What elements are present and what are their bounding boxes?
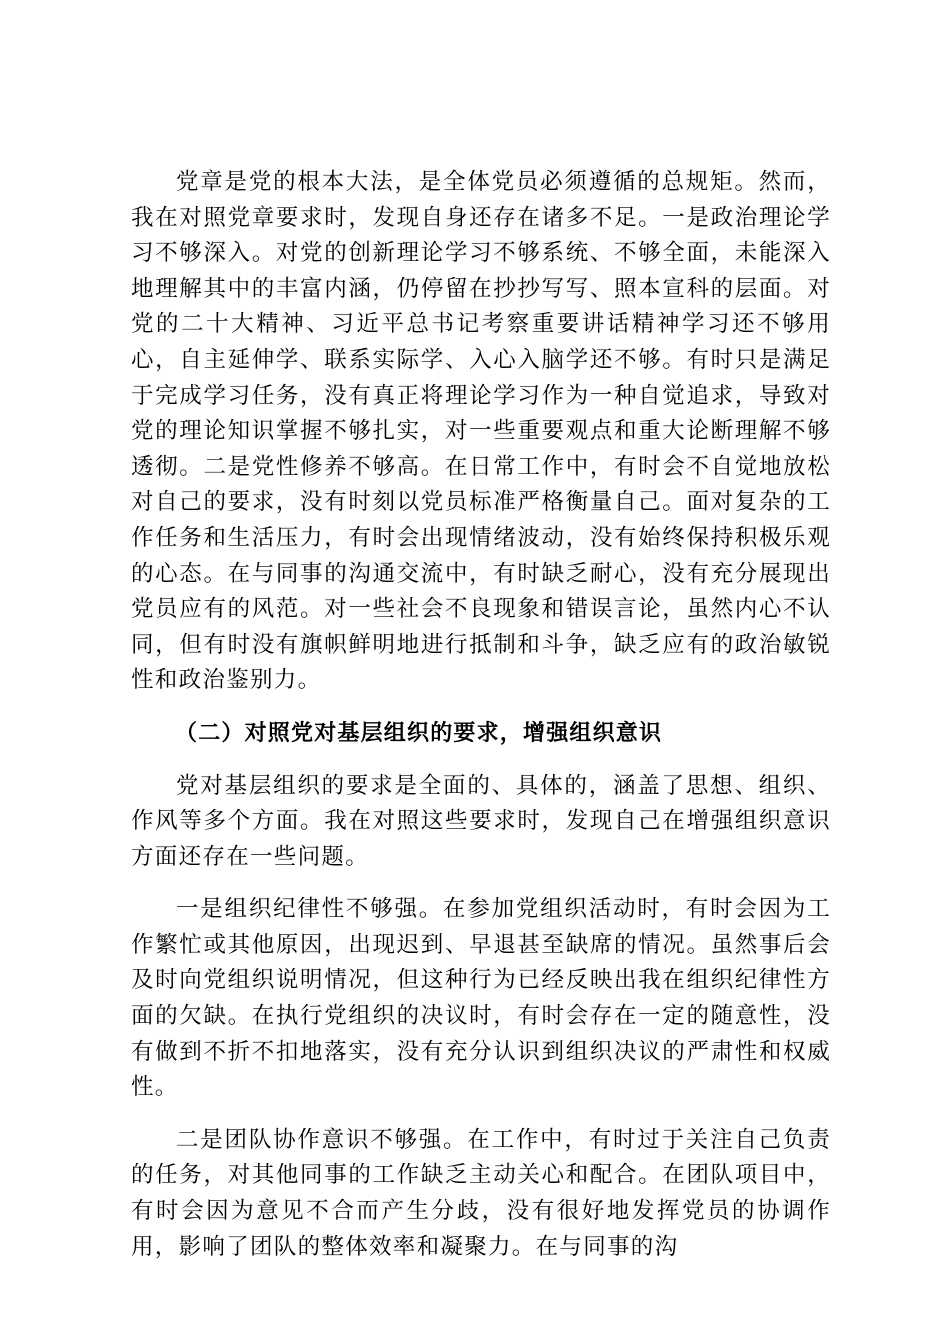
document-page — [131, 165, 831, 1265]
paragraph-party-constitution: 党章是党的根本大法，是全体党员必须遵循的总规矩。然而，我在对照党章要求时，发现自身还存在诸多不足。一是政治理论学习不够深入。对党的创新理论学习不够系统、不够全面，未能深入地理解其中的丰富内涵，仍停留在抄抄写写、照本宣科的层面。对党的二十大精神、习近平总书记考察重要讲话精神学习还不够用心，自主延伸学、联系实际学、入心入脑学还不够。有时只是满足于完成学习任务，没有真正将理论学习作为一种自觉追求，导致对党的理论知识掌握不够扎实，对一些重要观点和重大论断理解不够透彻。二是党性修养不够高。在日常工作中，有时会不自觉地放松对自己的要求，没有时刻以党员标准严格衡量自己。面对复杂的工作任务和生活压力，有时会出现情绪波动，没有始终保持积极乐观的心态。在与同事的沟通交流中，有时缺乏耐心，没有充分展现出党员应有的风范。对一些社会不良现象和错误言论，虽然内心不认同，但有时没有旗帜鲜明地进行抵制和斗争，缺乏应有的政治敏锐性和政治鉴别力。 — [131, 169, 831, 694]
paragraph-spacer — [131, 752, 831, 769]
paragraph-spacer — [131, 875, 831, 892]
paragraph-teamwork: 二是团队协作意识不够强。在工作中，有时过于关注自己负责的任务，对其他同事的工作缺乏主动关心和配合。在团队项目中，有时会因为意见不合而产生分歧，没有很好地发挥党员的协调作用，影响了团队的整体效率和凝聚力。在与同事的沟 — [131, 1126, 831, 1260]
paragraph-spacer — [131, 699, 831, 716]
section-heading: （二）对照党对基层组织的要求，增强组织意识 — [175, 720, 663, 746]
paragraph-organizational-discipline: 一是组织纪律性不够强。在参加党组织活动时，有时会因为工作繁忙或其他原因，出现迟到、早退甚至缺席的情况。虽然事后会及时向党组织说明情况，但这种行为已经反映出我在组织纪律性方面的欠缺。在执行党组织的决议时，有时会存在一定的随意性，没有做到不折不扣地落实，没有充分认识到组织决议的严肃性和权威性。 — [131, 896, 831, 1101]
paragraph-spacer — [131, 1106, 831, 1123]
paragraph-grassroots-requirements: 党对基层组织的要求是全面的、具体的，涵盖了思想、组织、作风等多个方面。我在对照这些要求时，发现自己在增强组织意识方面还存在一些问题。 — [131, 772, 831, 870]
